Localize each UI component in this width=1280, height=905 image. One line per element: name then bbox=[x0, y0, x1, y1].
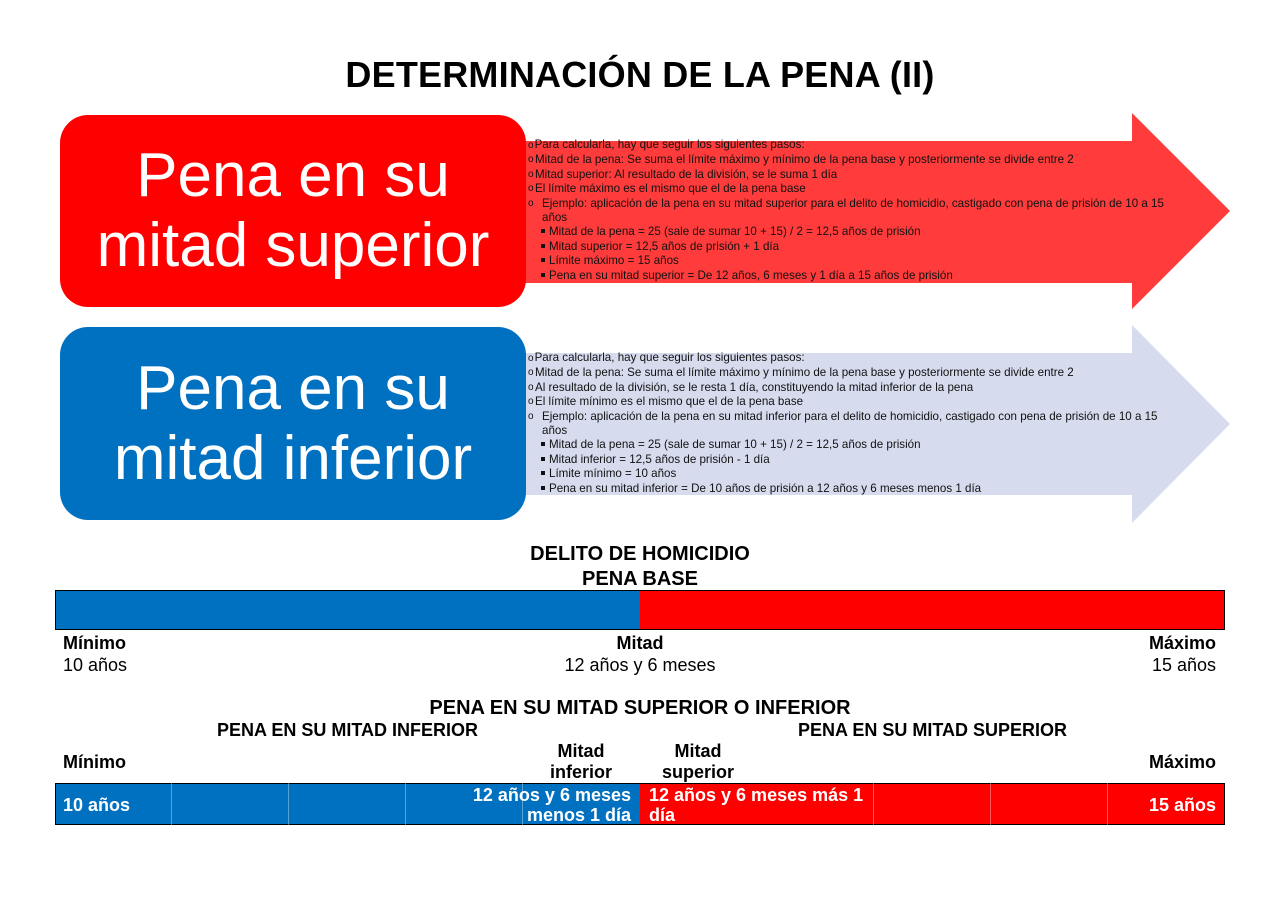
divider bbox=[171, 783, 172, 825]
list-item: o Al resultado de la división, se le resta 1 día, constituyendo la mitad inferior de la pena bbox=[528, 380, 974, 394]
split-max-label: Máximo bbox=[1148, 752, 1216, 772]
list-item: o Mitad de la pena: Se suma el límite máximo y mínimo de la pena base y posteriormente se divide entre 2 bbox=[528, 366, 1074, 380]
list-item: oPara calcularla, hay que seguir los siguientes pasos: bbox=[528, 138, 805, 151]
superior-label-line1: Pena en su bbox=[136, 141, 450, 210]
split-mid-inf-label: Mitad inferior bbox=[549, 741, 612, 782]
base-bar-upper-half bbox=[640, 590, 1225, 630]
superior-label-box bbox=[60, 115, 526, 307]
list-item: Mitad inferior = 12,5 años de prisión - 1 día bbox=[528, 453, 1168, 467]
list-item: Mitad de la pena = 25 (sale de sumar 10 + 15) / 2 = 12,5 años de prisión bbox=[528, 225, 1168, 239]
list-item: Mitad superior = 12,5 años de prisión + 1 día bbox=[528, 240, 1168, 254]
list-item: Pena en su mitad inferior = De 10 años de prisión a 12 años y 6 meses menos 1 día bbox=[528, 482, 1168, 496]
list-item: o Ejemplo: aplicación de la pena en su mitad superior para el delito de homicidio, castigado con pena de prisión de 10 a 15 años bbox=[528, 196, 1164, 225]
inferior-steps bbox=[528, 351, 1168, 496]
base-bar-lower-half bbox=[55, 590, 640, 630]
list-item: o El límite máximo es el mismo que el de la pena base bbox=[528, 182, 806, 196]
list-item: Mitad de la pena = 25 (sale de sumar 10 + 15) / 2 = 12,5 años de prisión bbox=[528, 438, 1168, 452]
split-inferior-heading: PENA EN SU MITAD INFERIOR bbox=[216, 720, 478, 740]
base-title-1: DELITO DE HOMICIDIO bbox=[530, 543, 750, 565]
divider bbox=[1107, 783, 1108, 825]
split-mid-sup-label: Mitad superior bbox=[661, 741, 735, 782]
base-min-value: 10 años bbox=[63, 655, 128, 675]
inferior-label-line1: Pena en su bbox=[136, 353, 450, 423]
base-title-2: PENA BASE bbox=[582, 568, 698, 590]
list-item: o Mitad de la pena: Se suma el límite máximo y mínimo de la pena base y posteriormente se divide entre 2 bbox=[528, 153, 1074, 167]
base-max-label: Máximo bbox=[1148, 633, 1216, 653]
split-superior-heading: PENA EN SU MITAD SUPERIOR bbox=[797, 720, 1068, 740]
list-item: oPara calcularla, hay que seguir los siguientes pasos: bbox=[528, 351, 805, 364]
base-mid-label: Mitad bbox=[616, 633, 664, 653]
inferior-label-box bbox=[60, 327, 526, 520]
inferior-label-line2: mitad inferior bbox=[113, 423, 473, 493]
list-item: Límite máximo = 15 años bbox=[528, 254, 1168, 268]
superior-steps bbox=[528, 138, 1168, 283]
split-mid-inf-value: 12 años y 6 meses menos 1 día bbox=[472, 785, 631, 825]
base-min-label: Mínimo bbox=[63, 633, 126, 653]
divider bbox=[288, 783, 289, 825]
list-item: o El límite mínimo es el mismo que el de la pena base bbox=[528, 395, 804, 409]
list-item: o Mitad superior: Al resultado de la división, se le suma 1 día bbox=[528, 167, 838, 181]
split-max-value: 15 años bbox=[1148, 795, 1216, 815]
list-item: Límite mínimo = 10 años bbox=[528, 467, 1168, 481]
split-min-value: 10 años bbox=[63, 795, 131, 815]
list-item: o Ejemplo: aplicación de la pena en su mitad inferior para el delito de homicidio, castigado con pena de prisión de 10 a 15 años bbox=[528, 409, 1158, 438]
divider bbox=[990, 783, 991, 825]
base-mid-value: 12 años y 6 meses bbox=[564, 655, 716, 675]
base-max-value: 15 años bbox=[1151, 655, 1216, 675]
list-item: Pena en su mitad superior = De 12 años, 6 meses y 1 día a 15 años de prisión bbox=[528, 269, 1168, 283]
page-title: DETERMINACIÓN DE LA PENA (II) bbox=[345, 54, 935, 95]
divider bbox=[873, 783, 874, 825]
split-title: PENA EN SU MITAD SUPERIOR O INFERIOR bbox=[429, 697, 851, 719]
superior-label-line2: mitad superior bbox=[96, 211, 490, 280]
split-min-label: Mínimo bbox=[63, 752, 126, 772]
split-mid-sup-value: 12 años y 6 meses más 1 día bbox=[649, 785, 864, 825]
